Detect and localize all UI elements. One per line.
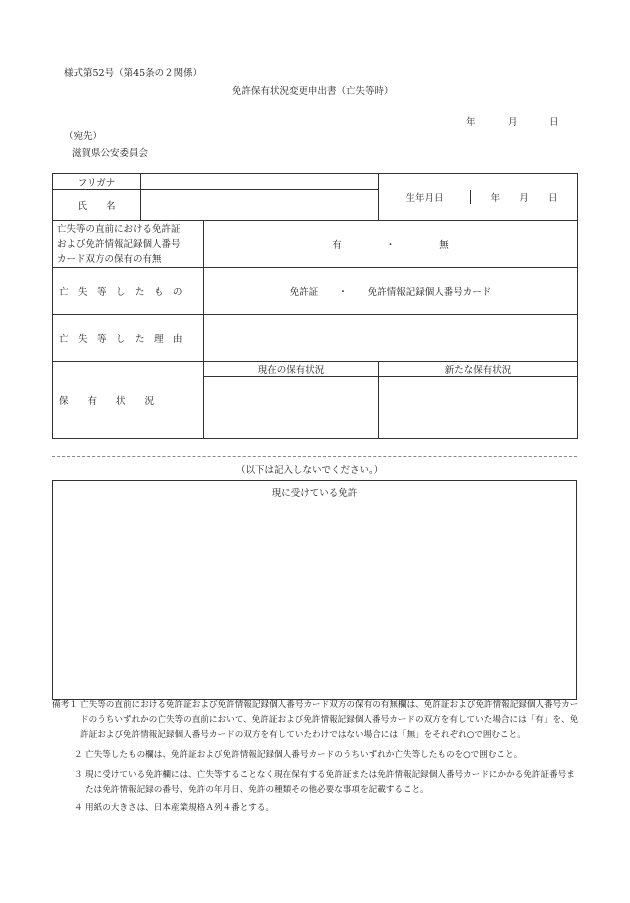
date-month-label: 月 — [508, 117, 518, 128]
furigana-field[interactable] — [141, 174, 379, 190]
date-day-label: 日 — [549, 117, 559, 128]
application-table — [52, 173, 578, 439]
name-field[interactable] — [141, 190, 379, 221]
new-status-field[interactable] — [379, 377, 578, 439]
furigana-label: フリガナ — [53, 174, 141, 190]
addressee-label: （宛先） — [64, 131, 103, 142]
possession-label: 亡失等の直前における免許証 および免許情報記録個人番号 カード双方の保有の有無 — [53, 221, 204, 268]
lost-reason-label: 亡 失 等 し た 理 由 — [53, 315, 204, 362]
possession-separator: ・ — [385, 240, 396, 251]
addressee: 滋賀県公安委員会 — [72, 148, 149, 159]
form-title: 免許保有状況変更申出書（亡失等時） — [232, 86, 394, 97]
note-4-label: ４ — [74, 803, 83, 813]
cut-line — [52, 456, 577, 457]
lost-item-separator: ・ — [338, 287, 348, 298]
lost-item-choice[interactable] — [204, 268, 578, 315]
note-3-label: ３ — [74, 770, 83, 780]
note-3-text: 現に受けている免許欄には、亡失等することなく現在保有する免許証または免許情報記録個人番号カードにかかる免許証番号または免許情報記録の番号、免許の年月日、免許の種類その他必要な事項を記載すること。 — [85, 770, 575, 795]
note-1-text: 亡失等の直前における免許証および免許情報記録個人番号カード双方の保有の有無欄は、免許証および免許情報記録個人番号カードのうちいずれかの亡失等の直前において、免許証および免許情報記録個人番号カードの双方を有していた場合には「有」を、免許証および免許情報記録個人番号カードの双方を有していたわけではない場合には「無」をそれぞれ○で囲むこと。 — [80, 700, 579, 740]
current-license-box — [52, 480, 577, 700]
note-2 — [52, 748, 580, 763]
form-number: 様式第52号（第45条の２関係） — [64, 68, 203, 79]
notes — [52, 698, 580, 816]
birthdate-field[interactable] — [471, 190, 577, 204]
note-3 — [52, 768, 580, 798]
lost-item-license[interactable]: 免許証 — [289, 287, 319, 298]
name-label: 氏 名 — [53, 190, 141, 221]
birthdate-label: 生年月日 — [379, 190, 471, 204]
note-2-label: ２ — [74, 750, 83, 760]
possession-choice[interactable] — [204, 221, 578, 268]
lost-item-card[interactable]: 免許情報記録個人番号カード — [367, 287, 492, 298]
birth-year-label: 年 — [490, 193, 501, 204]
new-status-label: 新たな保有状況 — [379, 362, 578, 377]
birth-day-label: 日 — [547, 193, 558, 204]
note-4 — [52, 801, 580, 816]
status-label: 保 有 状 況 — [53, 362, 204, 439]
birth-month-label: 月 — [519, 193, 529, 204]
note-1 — [52, 698, 580, 743]
date-year-label: 年 — [466, 117, 476, 128]
note-2-text: 亡失等したもの欄は、免許証および免許情報記録個人番号カードのうちいずれか亡失等したものを○で囲むこと。 — [85, 750, 523, 760]
official-use-instruction: （以下は記入しないでください。） — [236, 465, 384, 476]
note-1-label: 備考１ — [52, 700, 78, 710]
current-status-field[interactable] — [204, 377, 379, 439]
current-status-label: 現在の保有状況 — [204, 362, 379, 377]
possession-yes[interactable]: 有 — [332, 240, 342, 251]
lost-item-label: 亡 失 等 し た も の — [53, 268, 204, 315]
birthdate-cell — [379, 174, 578, 221]
possession-no[interactable]: 無 — [439, 240, 449, 251]
current-license-label: 現に受けている免許 — [271, 488, 358, 499]
lost-reason-field[interactable] — [204, 315, 578, 362]
note-4-text: 用紙の大きさは、日本産業規格Ａ列４番とする。 — [85, 803, 275, 813]
